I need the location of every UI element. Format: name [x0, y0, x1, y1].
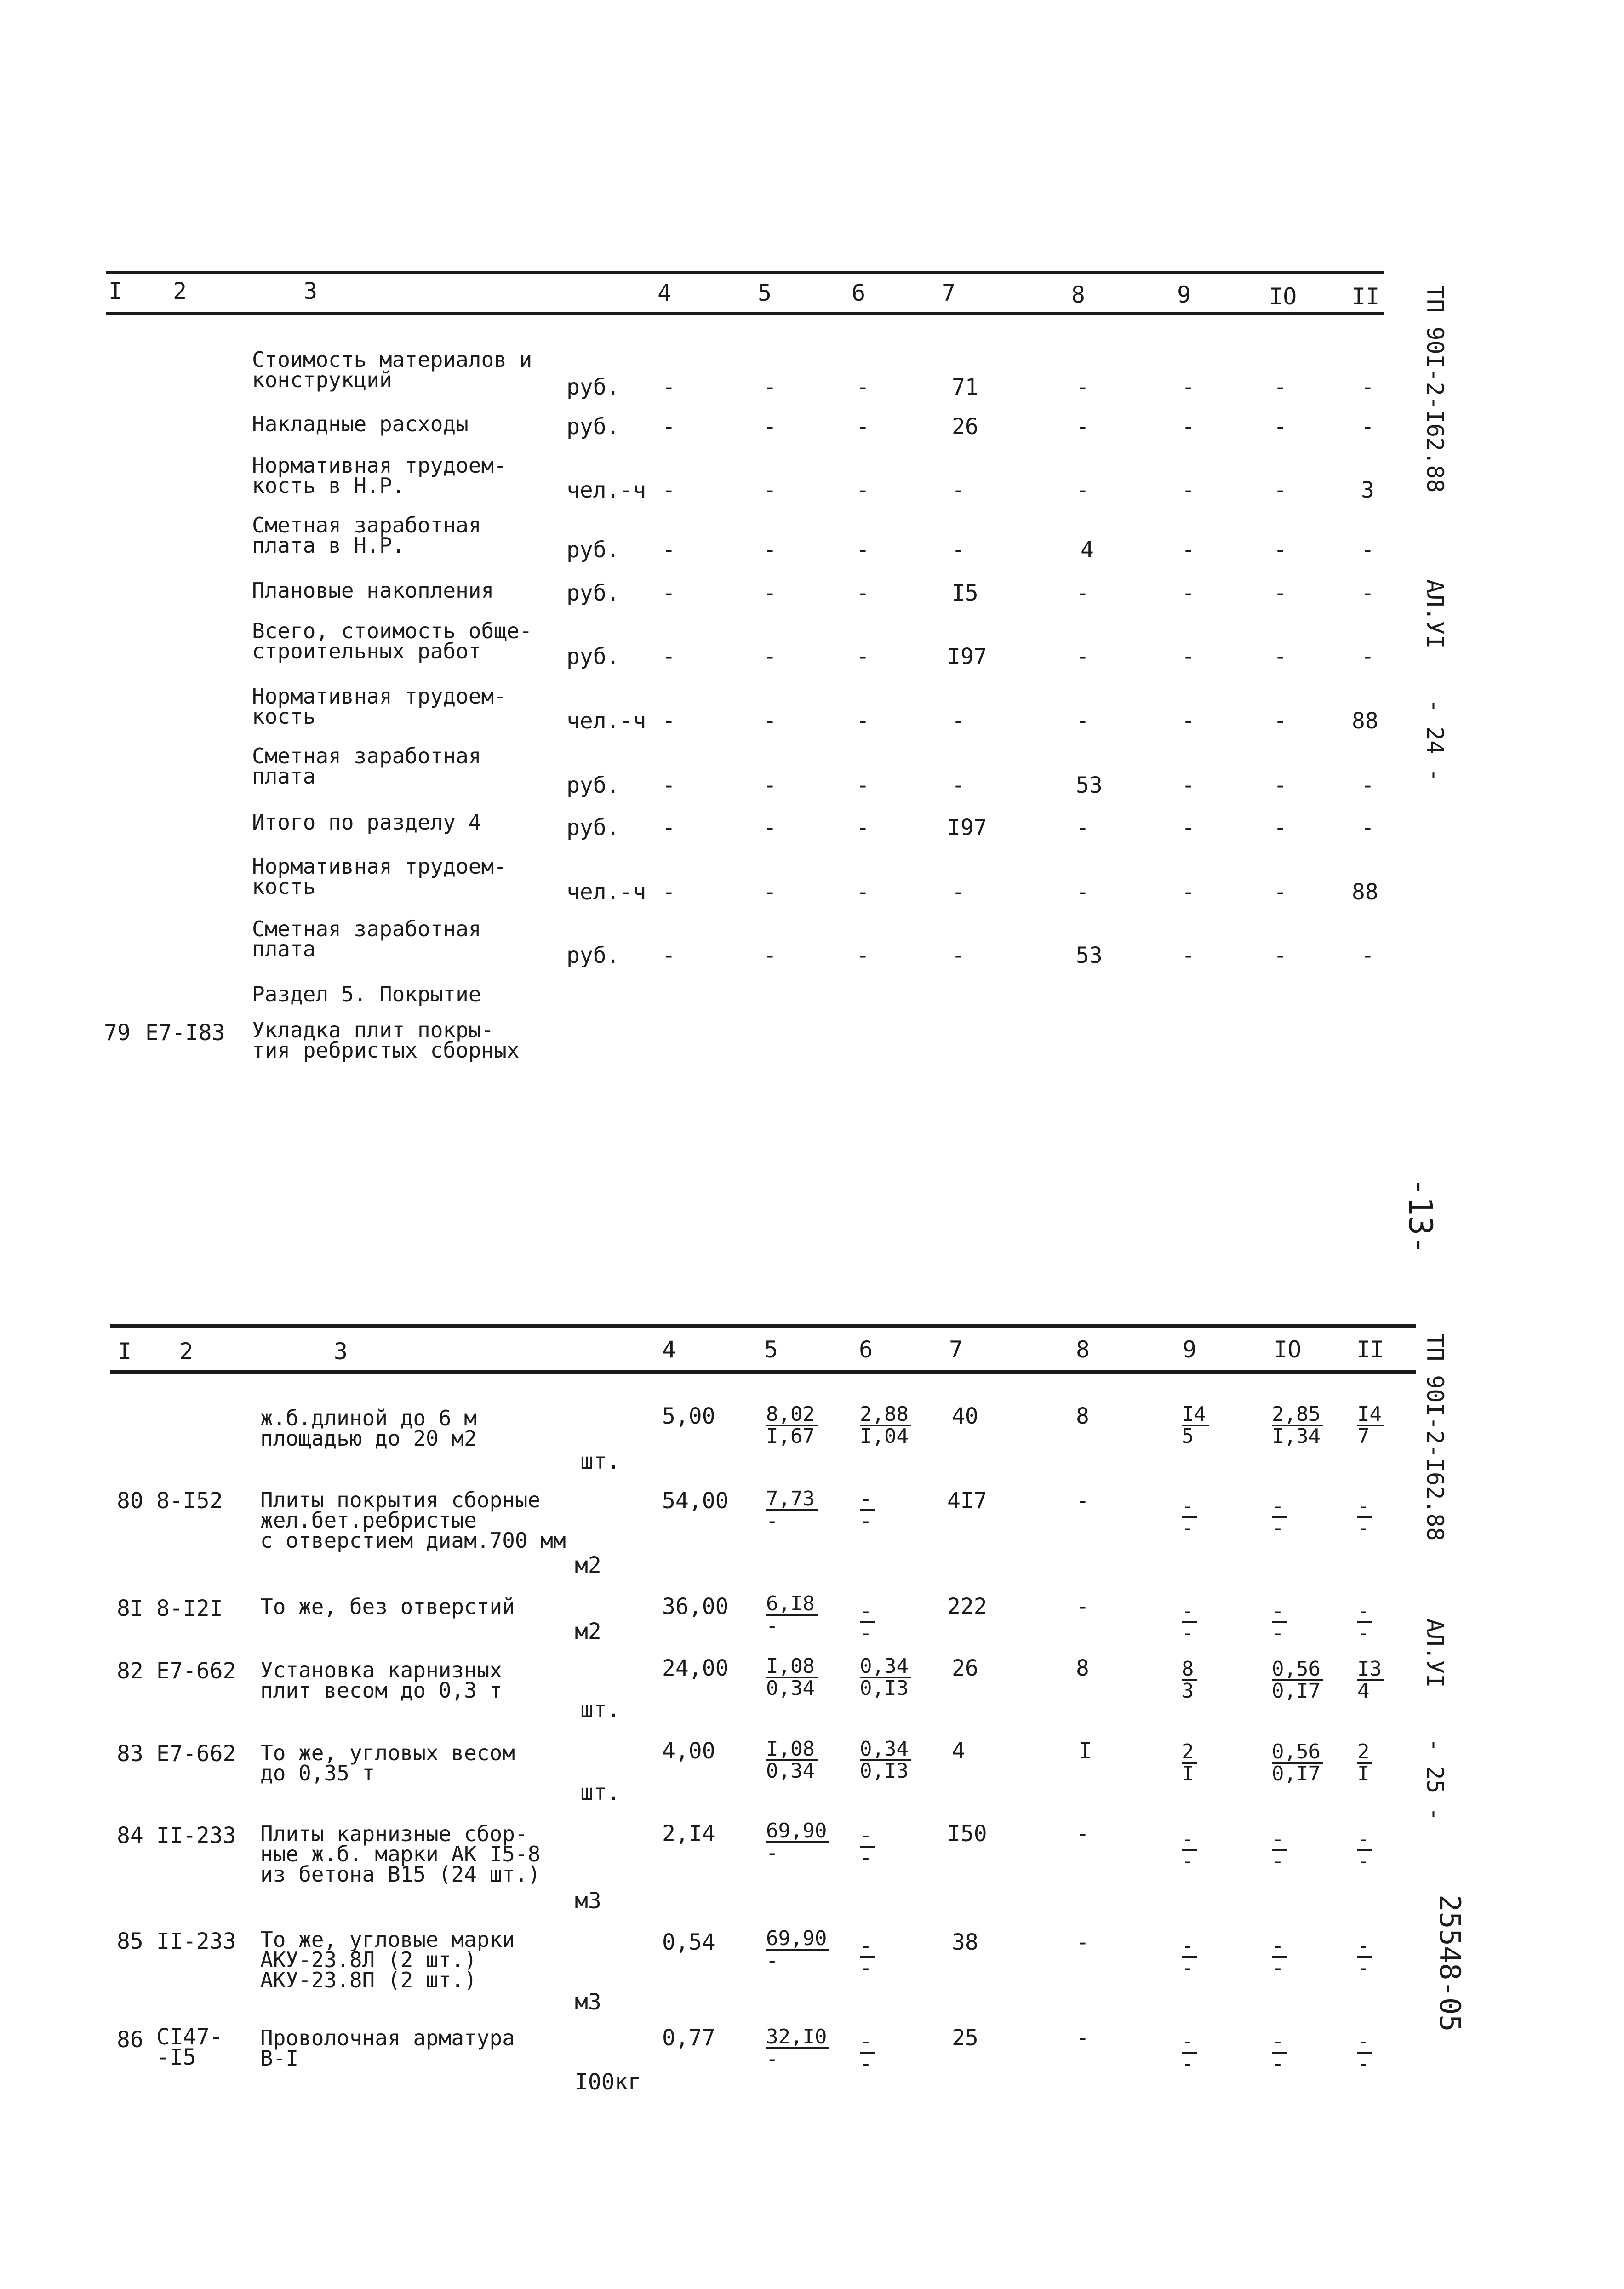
row-unit: чел.-ч [566, 708, 646, 734]
col-header-11: II [1352, 283, 1380, 310]
side-album-b: АЛ.УI [1422, 1619, 1448, 1688]
row-unit: шт. [580, 1780, 620, 1805]
cell-10: - [1274, 477, 1287, 503]
row-number: 86 [117, 2027, 143, 2053]
cell-4: 24,00 [662, 1655, 729, 1681]
cell-7: 25 [952, 2025, 978, 2051]
cell-11: - - [1357, 1497, 1372, 1538]
cell-10: - [1274, 580, 1287, 606]
row-code: 8-I52 [156, 1488, 223, 1514]
row-text: Нормативная трудоем- кость [252, 854, 507, 899]
cell-9: - - [1182, 1602, 1197, 1642]
col-header-4: 4 [662, 1336, 676, 1363]
cell-4: - [662, 943, 675, 968]
cell-8: - [1076, 644, 1089, 670]
cell-5: $\frac{I,08}{0,34}$ [766, 1657, 818, 1698]
row-number: 80 [117, 1488, 143, 1514]
cell-6: - [856, 580, 869, 606]
row-number: 83 [117, 1741, 143, 1767]
cell-9: - [1182, 374, 1195, 400]
col-header-3: 3 [334, 1338, 348, 1365]
row-text: Нормативная трудоем- кость в Н.Р. [252, 453, 507, 498]
cell-4: - [662, 477, 675, 503]
cell-5: - [763, 374, 777, 400]
row-number: 8I [117, 1596, 143, 1621]
col-header-10: IO [1274, 1336, 1302, 1363]
cell-7: 222 [947, 1594, 987, 1619]
cell-10: - [1274, 815, 1287, 841]
cell-9: $\frac{I4}{5}$ [1182, 1405, 1209, 1446]
row-unit: I00кг [575, 2069, 641, 2095]
row-unit: руб. [566, 374, 620, 400]
cell-6: - [856, 414, 869, 440]
cell-8: - [1076, 414, 1089, 440]
cell-8: 8 [1076, 1403, 1089, 1429]
cell-9: - [1182, 414, 1195, 440]
cell-6: - [856, 773, 869, 798]
cell-10: - [1274, 943, 1287, 968]
row-code: Е7-662 [156, 1658, 236, 1684]
row-code: Е7-662 [156, 1741, 236, 1767]
cell-11: - [1361, 374, 1374, 400]
header-rule-a [106, 312, 1384, 315]
row-unit: руб. [566, 414, 620, 440]
row-unit: чел.-ч [566, 477, 646, 503]
cell-5: - [763, 815, 777, 841]
row-code: II-233 [156, 1928, 236, 1954]
page-number: -13- [1401, 1177, 1439, 1255]
cell-7: 71 [952, 374, 978, 400]
row-code: Е7-I83 [145, 1020, 225, 1046]
cell-6: - - [860, 1826, 875, 1867]
cell-7: - [952, 477, 965, 503]
cell-6: - [856, 879, 869, 905]
cell-7: 40 [952, 1403, 978, 1429]
cell-5: 69,90 - [766, 1822, 829, 1862]
cell-10: - [1274, 644, 1287, 670]
cell-5: 6,I8 - [766, 1595, 818, 1635]
cell-11: - [1361, 580, 1374, 606]
row-number: 84 [117, 1823, 143, 1848]
cell-11: $\frac{2}{I}$ [1357, 1743, 1372, 1783]
cell-5: - [763, 773, 777, 798]
cell-8: - [1076, 815, 1089, 841]
row-unit: м2 [575, 1552, 601, 1578]
row-unit: руб. [566, 644, 620, 670]
cell-8: - [1076, 2025, 1089, 2051]
cell-11: 88 [1352, 708, 1378, 734]
cell-11: 3 [1361, 477, 1374, 503]
cell-4: - [662, 374, 675, 400]
row-unit: м3 [575, 1989, 601, 2015]
side-album-a: АЛ.УI [1422, 579, 1448, 649]
cell-5: - [763, 879, 777, 905]
cell-8: - [1076, 708, 1089, 734]
row-code: II-233 [156, 1823, 236, 1848]
cell-10: - [1274, 374, 1287, 400]
cell-7: 4 [952, 1738, 965, 1764]
cell-7: - [952, 537, 965, 563]
row-unit: м2 [575, 1619, 601, 1644]
cell-10: - - [1272, 1937, 1287, 1977]
row-text: Накладные расходы [252, 412, 469, 436]
row-text: Установка карнизных плит весом до 0,3 т [260, 1658, 503, 1703]
col-header-5: 5 [758, 280, 772, 306]
cell-7: I97 [947, 644, 987, 670]
cell-10: - - [1272, 1497, 1287, 1538]
row-code: 8-I2I [156, 1596, 223, 1621]
col-header-9: 9 [1177, 281, 1191, 308]
cell-8: 4 [1081, 537, 1094, 563]
col-header-4: 4 [658, 280, 672, 306]
cell-6: - - [860, 1602, 875, 1642]
cell-6: $\frac{2,88}{I,04}$ [860, 1405, 911, 1446]
row-text: Сметная заработная плата [252, 916, 481, 961]
cell-10: - - [1272, 1602, 1287, 1642]
cell-7: - [952, 943, 965, 968]
side-number: 25548-05 [1433, 1894, 1467, 2032]
cell-4: 0,77 [662, 2025, 715, 2051]
cell-8: 53 [1076, 943, 1103, 968]
col-header-6: 6 [852, 280, 866, 306]
cell-9: - - [1182, 1497, 1197, 1538]
cell-10: - [1274, 537, 1287, 563]
top-rule-b [110, 1324, 1416, 1328]
cell-11: - - [1357, 1830, 1372, 1871]
row-unit: руб. [566, 815, 620, 841]
col-header-2: 2 [173, 278, 187, 304]
cell-7: 26 [952, 414, 978, 440]
row-number: 85 [117, 1928, 143, 1954]
row-unit: шт. [580, 1697, 620, 1722]
cell-5: 32,I0 - [766, 2028, 829, 2068]
row-text: Стоимость материалов и конструкций [252, 347, 532, 392]
cell-4: - [662, 537, 675, 563]
cell-6: $\frac{0,34}{0,I3}$ [860, 1740, 911, 1780]
cell-10: - - [1272, 1830, 1287, 1871]
cell-10: $\frac{0,56}{0,I7}$ [1272, 1743, 1323, 1783]
cell-5: - [763, 537, 777, 563]
cell-8: - [1076, 374, 1089, 400]
col-header-9: 9 [1183, 1336, 1197, 1363]
cell-6: - [856, 537, 869, 563]
col-header-8: 8 [1076, 1336, 1090, 1363]
cell-4: - [662, 644, 675, 670]
col-header-7: 7 [949, 1336, 963, 1363]
cell-11: - [1361, 644, 1374, 670]
cell-8: 53 [1076, 773, 1103, 798]
col-header-1: I [118, 1338, 132, 1365]
cell-4: - [662, 708, 675, 734]
cell-9: - [1182, 477, 1195, 503]
cell-11: - - [1357, 1937, 1372, 1977]
cell-9: - [1182, 815, 1195, 841]
row-unit: руб. [566, 580, 620, 606]
cell-9: - - [1182, 1937, 1197, 1977]
cell-11: - - [1357, 2032, 1372, 2073]
cell-5: - [763, 708, 777, 734]
col-header-7: 7 [942, 280, 956, 306]
row-unit: чел.-ч [566, 879, 646, 905]
cell-10: - [1274, 773, 1287, 798]
side-code-a: ТП 90I-2-I62.88 [1422, 285, 1448, 493]
side-page-b: - 25 - [1422, 1738, 1448, 1821]
cell-7: I50 [947, 1821, 987, 1847]
cell-10: - [1274, 879, 1287, 905]
cell-7: - [952, 773, 965, 798]
cell-6: - [856, 644, 869, 670]
cell-6: - - [860, 2032, 875, 2073]
cell-4: 54,00 [662, 1488, 729, 1514]
row-unit: м3 [575, 1888, 601, 1914]
cell-7: I5 [952, 580, 978, 606]
cell-6: - [856, 815, 869, 841]
cell-9: - [1182, 773, 1195, 798]
row-text: Плиты карнизные сбор- ные ж.б. марки АК I5-8 из бетона В15 (24 шт.) [260, 1821, 541, 1887]
cell-4: - [662, 879, 675, 905]
cell-9: - [1182, 708, 1195, 734]
cell-8: - [1076, 1488, 1089, 1514]
cell-4: 4,00 [662, 1738, 715, 1764]
col-header-10: IO [1269, 283, 1297, 310]
cell-11: - - [1357, 1602, 1372, 1642]
cell-5: - [763, 477, 777, 503]
side-page-a: - 24 - [1422, 699, 1448, 782]
cell-10: - - [1272, 2032, 1287, 2073]
cell-5: - [763, 644, 777, 670]
row-number: 79 [104, 1020, 131, 1046]
cell-9: - - [1182, 2032, 1197, 2073]
cell-9: - [1182, 879, 1195, 905]
cell-10: - [1274, 708, 1287, 734]
cell-9: - [1182, 943, 1195, 968]
row-number: 82 [117, 1658, 143, 1684]
cell-8: 8 [1076, 1655, 1089, 1681]
top-rule-a [106, 271, 1384, 274]
cell-8: - [1076, 1821, 1089, 1847]
cell-11: - [1361, 773, 1374, 798]
cell-6: - [856, 374, 869, 400]
row-text: То же, без отверстий [260, 1594, 515, 1619]
cell-5: 7,73 - [766, 1490, 818, 1530]
cell-4: - [662, 773, 675, 798]
row-unit: руб. [566, 537, 620, 563]
cell-8: - [1076, 580, 1089, 606]
cell-7: - [952, 879, 965, 905]
cell-5: $\frac{I,08}{0,34}$ [766, 1740, 818, 1780]
cell-7: 26 [952, 1655, 978, 1681]
col-header-2: 2 [179, 1338, 194, 1365]
cell-7: 4I7 [947, 1488, 987, 1514]
cell-9: $\frac{8}{3}$ [1182, 1660, 1197, 1700]
cell-4: - [662, 815, 675, 841]
cell-6: - [856, 477, 869, 503]
cell-6: - - [860, 1937, 875, 1977]
row-text: Проволочная арматура В-I [260, 2026, 515, 2071]
row-text: Плиты покрытия сборные жел.бет.ребристые с отверстием диам.700 мм [260, 1488, 566, 1553]
col-header-8: 8 [1071, 281, 1086, 308]
cell-6: - [856, 708, 869, 734]
cell-11: 88 [1352, 879, 1378, 905]
cell-6: $\frac{0,34}{0,I3}$ [860, 1657, 911, 1698]
row-text: Нормативная трудоем- кость [252, 684, 507, 729]
cell-6: - - [860, 1490, 875, 1530]
cell-9: - - [1182, 1830, 1197, 1871]
cell-9: - [1182, 644, 1195, 670]
cell-4: 2,I4 [662, 1821, 715, 1847]
row-text: Всего, стоимость обще- строительных работ [252, 618, 532, 664]
row-unit: руб. [566, 943, 620, 968]
row-text: То же, угловые марки АКУ-23.8Л (2 шт.) АКУ-23.8П (2 шт.) [260, 1927, 515, 1992]
cell-7: - [952, 708, 965, 734]
cell-4: 36,00 [662, 1594, 729, 1619]
cell-8: - [1076, 1929, 1089, 1955]
cell-11: $\frac{I3}{4}$ [1357, 1660, 1384, 1700]
row-text: Укладка плит покры- тия ребристых сборных [252, 1018, 520, 1063]
cell-11: - [1361, 815, 1374, 841]
cell-6: - [856, 943, 869, 968]
cell-8: - [1076, 879, 1089, 905]
cell-11: - [1361, 414, 1374, 440]
row-text: Сметная заработная плата [252, 744, 481, 789]
cell-5: - [763, 943, 777, 968]
row-text: Сметная заработная плата в Н.Р. [252, 513, 481, 558]
cell-11: $\frac{I4}{7}$ [1357, 1405, 1384, 1446]
cell-11: - [1361, 943, 1374, 968]
col-header-3: 3 [303, 278, 318, 304]
header-rule-b [110, 1370, 1416, 1374]
cell-5: $\frac{8,02}{I,67}$ [766, 1405, 818, 1446]
cell-7: 38 [952, 1929, 978, 1955]
cell-5: - [763, 580, 777, 606]
row-code: СI47- -I5 [156, 2024, 223, 2070]
cell-11: - [1361, 537, 1374, 563]
cell-5: 69,90 - [766, 1929, 829, 1970]
cell-10: $\frac{0,56}{0,I7}$ [1272, 1660, 1323, 1700]
section-title: Раздел 5. Покрытие [252, 982, 481, 1007]
row-text: То же, угловых весом до 0,35 т [260, 1740, 515, 1785]
cell-4: - [662, 414, 675, 440]
cell-10: $\frac{2,85}{I,34}$ [1272, 1405, 1323, 1446]
col-header-6: 6 [859, 1336, 873, 1363]
cell-9: - [1182, 580, 1195, 606]
cell-10: - [1274, 414, 1287, 440]
row-unit: руб. [566, 773, 620, 798]
row-text: Итого по разделу 4 [252, 810, 481, 835]
cell-4: - [662, 580, 675, 606]
cell-4: 0,54 [662, 1929, 715, 1955]
cell-4: 5,00 [662, 1403, 715, 1429]
cell-9: $\frac{2}{I}$ [1182, 1743, 1197, 1783]
row-text: Плановые накопления [252, 578, 494, 603]
cell-8: - [1076, 477, 1089, 503]
cell-7: I97 [947, 815, 987, 841]
cell-5: - [763, 414, 777, 440]
cell-8: I [1079, 1738, 1092, 1764]
cell-8: - [1076, 1594, 1089, 1619]
cell-9: - [1182, 537, 1195, 563]
col-header-5: 5 [764, 1336, 778, 1363]
side-code-b: ТП 90I-2-I62.88 [1422, 1333, 1448, 1541]
row-unit: шт. [580, 1448, 620, 1474]
row-text: ж.б.длиной до 6 м площадью до 20 м2 [260, 1406, 477, 1451]
col-header-1: I [109, 278, 123, 304]
col-header-11: II [1356, 1336, 1384, 1363]
